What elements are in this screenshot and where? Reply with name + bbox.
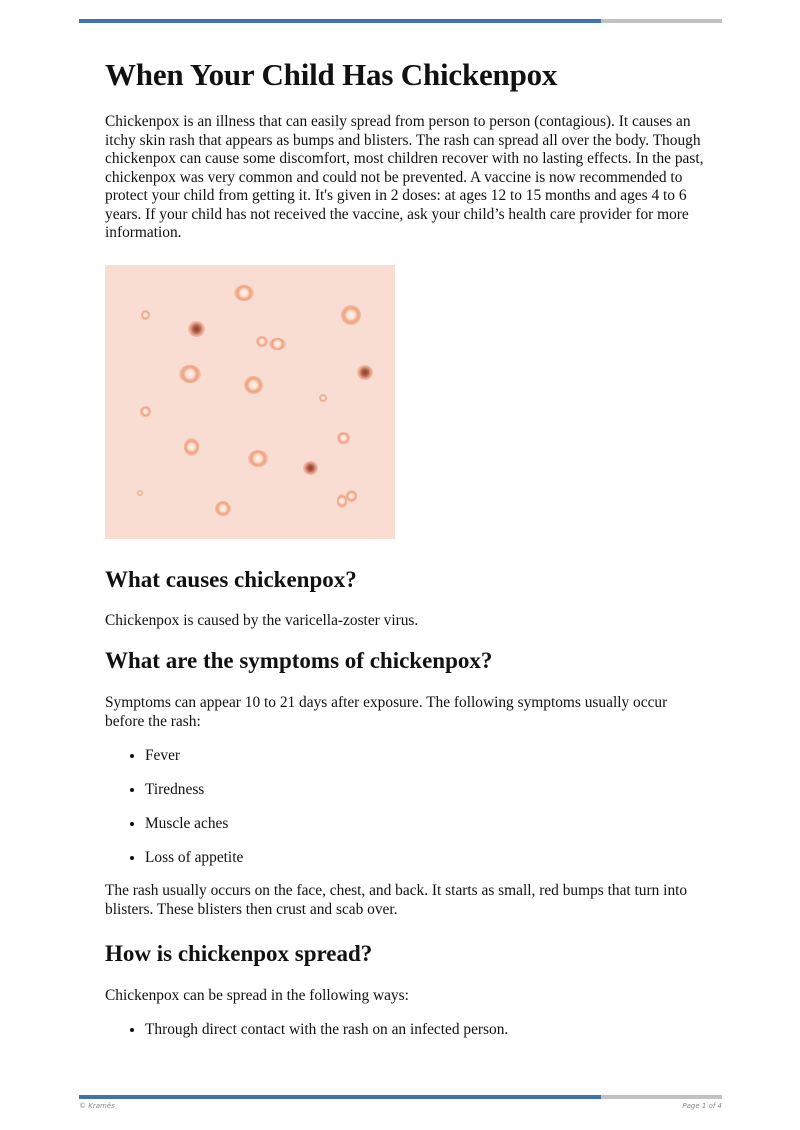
footer-rule-gray (601, 1095, 722, 1099)
rash-spot (248, 450, 268, 467)
header-rule-gray (601, 19, 722, 23)
rash-spot (188, 321, 205, 337)
rash-spot (215, 501, 231, 516)
rash-spot (234, 285, 254, 301)
list-item: • Tiredness (145, 781, 705, 800)
rash-description-paragraph: The rash usually occurs on the face, chest, and back. It starts as small, red bumps that turn into blisters. These blisters then crust and scab over. (105, 882, 688, 918)
section-heading-causes: What causes chickenpox? (105, 566, 357, 592)
section-heading-symptoms: What are the symptoms of chickenpox? (105, 648, 493, 673)
rash-spot (341, 305, 361, 325)
rash-spot (357, 365, 373, 380)
chickenpox-rash-image (105, 265, 395, 539)
section-heading-spread: How is chickenpox spread? (105, 941, 373, 966)
list-item: • Muscle aches (145, 815, 705, 834)
symptoms-paragraph: Symptoms can appear 10 to 21 days after exposure. The following symptoms usually occur before the rash: (105, 694, 668, 730)
rash-spot (346, 490, 357, 502)
header-rule (79, 19, 722, 23)
footer-rule-accent (79, 1095, 601, 1099)
causes-paragraph: Chickenpox is caused by the varicella-zoster virus. (105, 611, 419, 629)
header-rule-accent (79, 19, 601, 23)
rash-spot (179, 365, 201, 383)
rash-spot (303, 461, 318, 475)
rash-spot (141, 310, 150, 320)
rash-spot (184, 438, 199, 456)
spread-list (105, 1021, 705, 1040)
document-body (105, 55, 705, 1040)
rash-spot (319, 394, 327, 402)
footer-copyright: © Kramês (79, 1102, 115, 1110)
rash-spot (337, 432, 350, 444)
intro-paragraph: Chickenpox is an illness that can easily spread from person to person (contagious). It causes an itchy skin rash that appears as bumps and blisters. The rash can spread all over the body. Though chickenpox can cause some discomfort, most children recover with no lasting effects. In the past, chickenpox was very common and could not be prevented. A vaccine is now recommended to protect your child from getting it. It's given in 2 doses: at ages 12 to 15 months and ages 4 to 6 years. If your child has not received the vaccine, ask your child’s health care provider for more information. (105, 113, 704, 241)
list-item: • Loss of appetite (145, 849, 705, 868)
rash-spot (269, 338, 286, 350)
list-item: • Fever (145, 747, 705, 766)
rash-spot (256, 336, 268, 347)
rash-spot (140, 406, 151, 417)
footer-rule (79, 1095, 722, 1099)
page-title: When Your Child Has Chickenpox (105, 57, 558, 92)
rash-spot (137, 490, 143, 496)
symptoms-list (105, 747, 705, 868)
rash-spot (244, 376, 263, 394)
spread-paragraph: Chickenpox can be spread in the following ways: (105, 987, 409, 1004)
list-item: • Through direct contact with the rash on an infected person. (145, 1021, 705, 1040)
footer-page-number: Page 1 of 4 (682, 1102, 722, 1110)
